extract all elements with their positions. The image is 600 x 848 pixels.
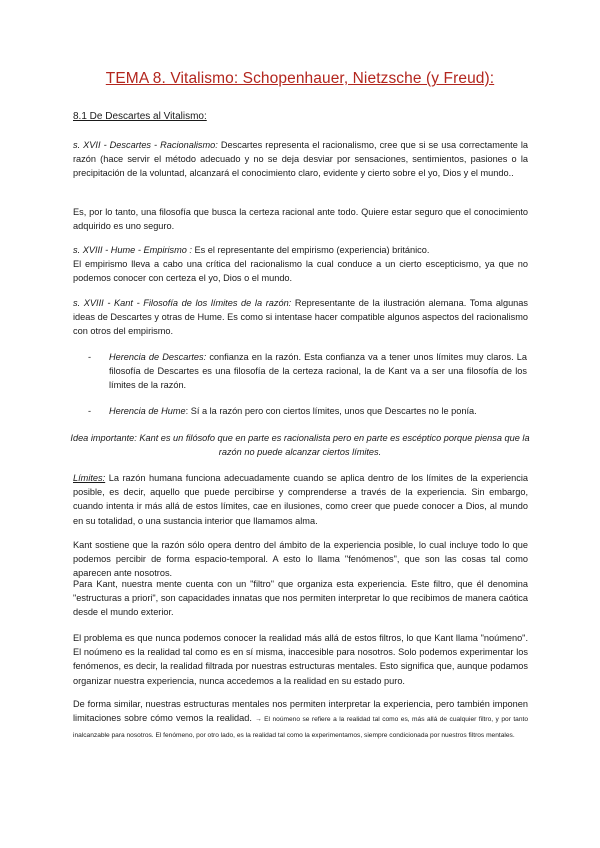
label-hume: s. XVIII - Hume - Empirismo : bbox=[73, 245, 192, 255]
text-hume: Es el representante del empirismo (experiencia) británico. bbox=[191, 245, 430, 255]
text-descartes: Descartes representa el racionalismo, cree que si se usa correctamente la razón (hace servir el método adecuado y no se deja desviar por sensaciones, sentimientos, pasiones o la precipitación de la voluntad, alcanzará el conocimiento claro, evidente y cierto sobre el yo, Dios y el mundo.. bbox=[73, 140, 528, 179]
text-limitaciones: De forma similar, nuestras estructuras mentales nos permiten interpretar la experiencia, pero también imponen limitaciones sobre cómo vemos la realidad. bbox=[73, 699, 528, 724]
label-limites: Límites: bbox=[73, 473, 106, 483]
section-heading: 8.1 De Descartes al Vitalismo: bbox=[73, 111, 207, 122]
bullet-label-hume: Herencia de Hume bbox=[109, 406, 186, 416]
paragraph-limitaciones bbox=[73, 697, 528, 744]
paragraph-noumeno: El problema es que nunca podemos conocer la realidad más allá de estos filtros, lo que Kant llama "noúmeno". El noúmeno es la realidad tal como es en sí misma, inaccesible para nosotros. Solo podemos experimentar los fenómenos, es decir, la realidad filtrada por nuestras estructuras mentales. Esto significa que, aunque podamos organizar nuestra experiencia, nunca accedemos a la realidad en su estado puro. bbox=[73, 633, 528, 686]
bullet-text-descartes: confianza en la razón. Esta confianza va a tener unos límites muy claros. La filosofía de Descartes es una filosofía de la certeza racional, la de Kant va a ser una filosofía de los límites de la razón. bbox=[109, 352, 527, 391]
paragraph-fenomenos: Kant sostiene que la razón sólo opera dentro del ámbito de la experiencia posible, lo cual incluye todo lo que podemos percibir de forma espacio-temporal. A esto lo llama "fenómenos", que son las cosas tal como aparecen ante nosotros. bbox=[73, 540, 528, 579]
important-note: Idea importante: Kant es un filósofo que en parte es racionalista pero en parte es escéptico porque piensa que la razón no puede alcanzar ciertos límites. bbox=[70, 433, 530, 458]
bullet-label-descartes: Herencia de Descartes: bbox=[109, 352, 207, 362]
bullet-marker-1: - bbox=[88, 352, 92, 362]
paragraph-certeza: Es, por lo tanto, una filosofía que busca la certeza racional ante todo. Quiere estar seguro que el conocimiento adquirido es uno seguro. bbox=[73, 207, 528, 232]
bullet-descartes bbox=[109, 350, 527, 393]
paragraph-descartes bbox=[73, 138, 528, 181]
page-title: TEMA 8. Vitalismo: Schopenhauer, Nietzsche (y Freud): bbox=[105, 70, 495, 87]
bullet-marker-2: - bbox=[88, 406, 92, 416]
text-empirismo: El empirismo lleva a cabo una crítica del racionalismo la cual conduce a un cierto escepticismo, ya que no podemos conocer con certeza el yo, Dios o el mundo. bbox=[73, 259, 528, 284]
text-limites: La razón humana funciona adecuadamente cuando se aplica dentro de los límites de la experiencia posible, es decir, aquello que puede percibirse y comprenderse a través de la experiencia. Sin embargo, cuando intenta ir más allá de estos límites, cae en ilusiones, como creer que puede conocer a Dios, al mundo en su totalidad, o una sustancia interior que llamamos alma. bbox=[73, 473, 528, 526]
paragraph-kant bbox=[73, 296, 528, 339]
label-descartes: s. XVII - Descartes - Racionalismo: bbox=[73, 140, 218, 150]
text-kant: Representante de la ilustración alemana. Toma algunas ideas de Descartes y otras de Hume. Es como si intentase hacer compatible algunos aspectos del racionalismo con otros del empirismo. bbox=[73, 298, 528, 337]
paragraph-limites bbox=[73, 471, 528, 528]
small-note-noumeno: → El noúmeno se refiere a la realidad tal como es, más allá de cualquier filtro, y por tanto inalcanzable para nosotros. El fenómeno, por otro lado, es la realidad tal como la experimentamos, siempre condicionada por nuestros filtros mentales. bbox=[73, 716, 528, 740]
bullet-text-hume: : Sí a la razón pero con ciertos límites, unos que Descartes no le ponía. bbox=[185, 406, 477, 416]
paragraph-hume bbox=[73, 243, 528, 286]
label-kant: s. XVIII - Kant - Filosofía de los límites de la razón: bbox=[73, 298, 292, 308]
paragraph-filtro: Para Kant, nuestra mente cuenta con un "filtro" que organiza esta experiencia. Este filtro, que él denomina "estructuras a priori", son capacidades innatas que nos permiten interpretar lo que recibimos de manera caótica desde el mundo exterior. bbox=[73, 579, 528, 618]
bullet-hume bbox=[109, 404, 527, 418]
